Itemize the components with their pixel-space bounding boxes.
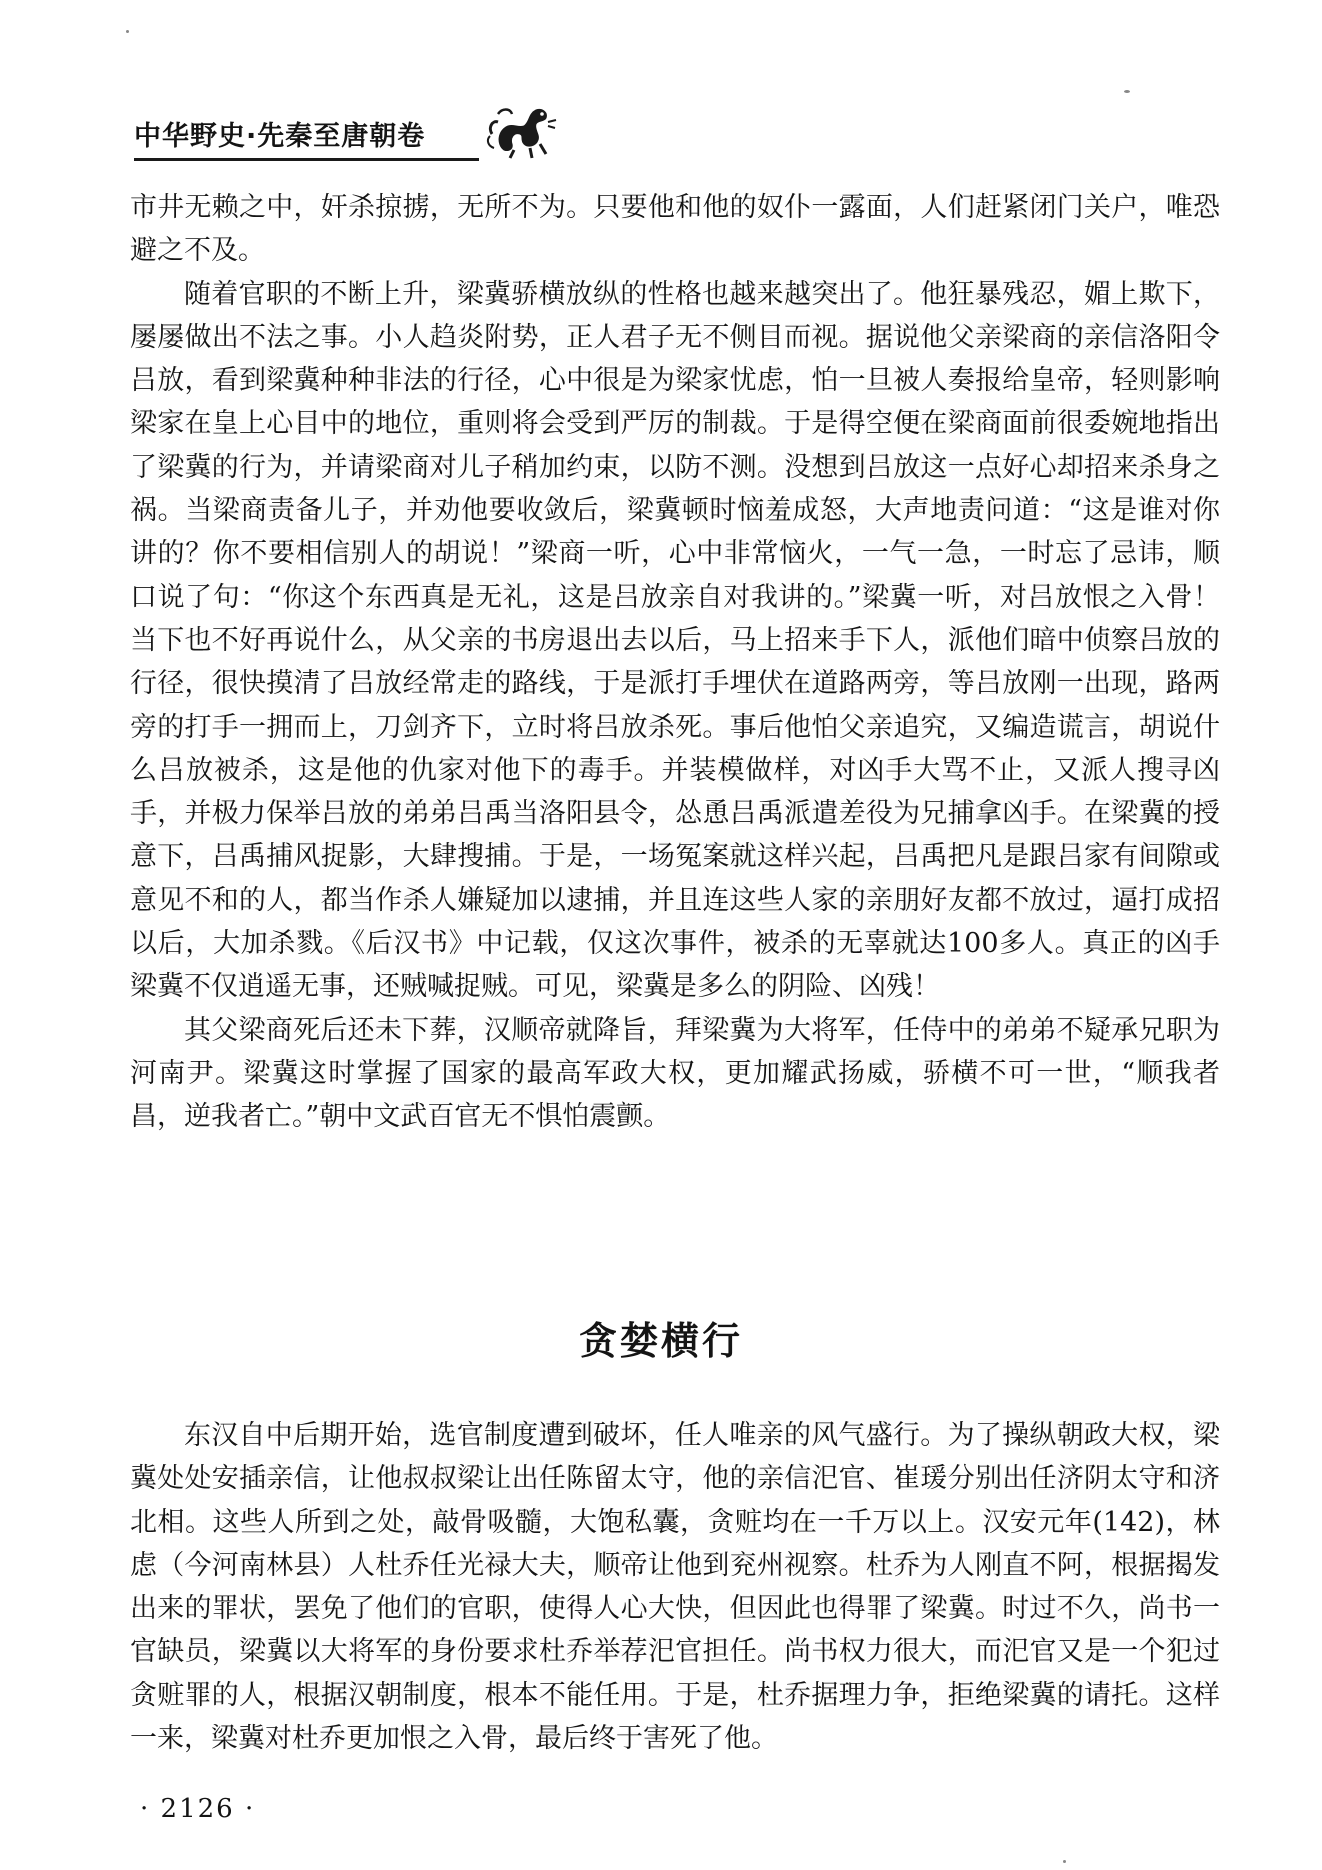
paragraph: 市井无赖之中，奸杀掠掳，无所不为。只要他和他的奴仆一露面，人们赶紧闭门关户，唯恐避之不及。 (130, 192, 1220, 267)
header-rule (134, 158, 479, 161)
text-block-continued (130, 186, 1220, 1139)
scan-speck (126, 30, 129, 33)
section-heading: 贪婪横行 (578, 1319, 743, 1363)
paragraph: 其父梁商死后还未下葬，汉顺帝就降旨，拜梁冀为大将军，任侍中的弟弟不疑承兄职为河南尹。梁冀这时掌握了国家的最高军政大权，更加耀武扬威，骄横不可一世，“顺我者昌，逆我者亡。”朝中文武百官无不惧怕震颤。 (130, 1014, 1220, 1133)
paragraph: 东汉自中后期开始，选官制度遭到破坏，任人唯亲的风气盛行。为了操纵朝政大权，梁冀处处安插亲信，让他叔叔梁让出任陈留太守，他的亲信汜官、崔瑗分别出任济阴太守和济北相。这些人所到之处，敲骨吸髓，大饱私囊，贪赃均在一千万以上。汉安元年(142)，林虑（今河南林县）人杜乔任光禄大夫，顺帝让他到兖州视察。杜乔为人刚直不阿，根据揭发出来的罪状，罢免了他们的官职，使得人心大快，但因此也得罪了梁冀。时过不久，尚书一官缺员，梁冀以大将军的身份要求杜乔举荐汜官担任。尚书权力很大，而汜官又是一个犯过贪赃罪的人，根据汉朝制度，根本不能任用。于是，杜乔据理力争，拒绝梁冀的请托。这样一来，梁冀对杜乔更加恨之入骨，最后终于害死了他。 (130, 1420, 1220, 1755)
book-title: 中华野史·先秦至唐朝卷 (134, 121, 426, 152)
dragon-emblem-icon (484, 100, 558, 162)
page-number: · 2126 · (140, 1794, 256, 1824)
scan-speck (1063, 1860, 1066, 1863)
paragraph: 随着官职的不断上升，梁冀骄横放纵的性格也越来越突出了。他狂暴残忍，媚上欺下，屡屡做出不法之事。小人趋炎附势，正人君子无不侧目而视。据说他父亲梁商的亲信洛阳令吕放，看到梁冀种种非法的行径，心中很是为梁家忧虑，怕一旦被人奏报给皇帝，轻则影响梁家在皇上心目中的地位，重则将会受到严厉的制裁。于是得空便在梁商面前很委婉地指出了梁冀的行为，并请梁商对儿子稍加约束，以防不测。没想到吕放这一点好心却招来杀身之祸。当梁商责备儿子，并劝他要收敛后，梁冀顿时恼羞成怒，大声地责问道：“这是谁对你讲的？你不要相信别人的胡说！”梁商一听，心中非常恼火，一气一急，一时忘了忌讳，顺口说了句：“你这个东西真是无礼，这是吕放亲自对我讲的。”梁冀一听，对吕放恨之入骨！当下也不好再说什么，从父亲的书房退出去以后，马上招来手下人，派他们暗中侦察吕放的行径，很快摸清了吕放经常走的路线，于是派打手埋伏在道路两旁，等吕放刚一出现，路两旁的打手一拥而上，刀剑齐下，立时将吕放杀死。事后他怕父亲追究，又编造谎言，胡说什么吕放被杀，这是他的仇家对他下的毒手。并装模做样，对凶手大骂不止，又派人搜寻凶手，并极力保举吕放的弟弟吕禹当洛阳县令，怂恿吕禹派遣差役为兄捕拿凶手。在梁冀的授意下，吕禹捕风捉影，大肆搜捕。于是，一场冤案就这样兴起，吕禹把凡是跟吕家有间隙或意见不和的人，都当作杀人嫌疑加以逮捕，并且连这些人家的亲朋好友都不放过，逼打成招以后，大加杀戮。《后汉书》中记载，仅这次事件，被杀的无辜就达100多人。真正的凶手梁冀不仅逍遥无事，还贼喊捉贼。可见，梁冀是多么的阴险、凶残！ (130, 278, 1220, 1003)
scan-speck (1124, 90, 1130, 93)
text-block-section (130, 1414, 1220, 1760)
running-header (134, 100, 1214, 162)
